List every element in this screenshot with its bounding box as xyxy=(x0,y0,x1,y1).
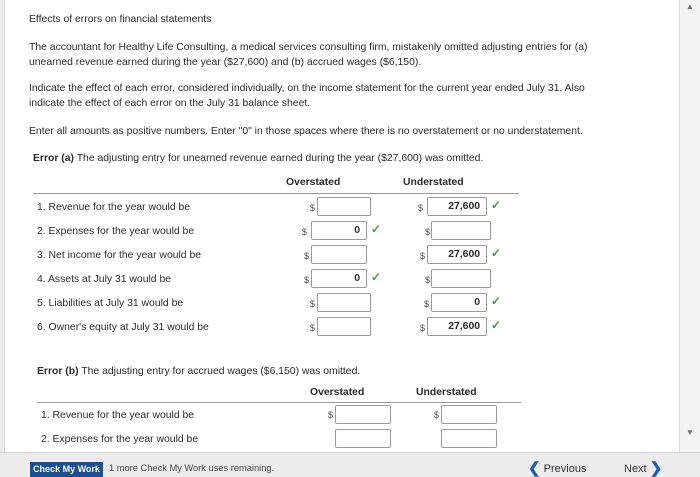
row-label: 2. Expenses for the year would be xyxy=(37,226,195,237)
error-b-text: The adjusting entry for accrued wages ($6,150) was omitted. xyxy=(81,366,361,377)
overstated-input[interactable]: 0 xyxy=(311,221,367,240)
error-b-label: Error (b) xyxy=(37,366,79,377)
content-frame xyxy=(4,0,680,452)
chevron-right-icon: ❯ xyxy=(649,460,663,477)
error-a-text: The adjusting entry for unearned revenue earned during the year ($27,600) was omitted. xyxy=(76,153,484,164)
error-b-col-understated: Understated xyxy=(416,387,477,398)
row-label: 6. Owner's equity at July 31 would be xyxy=(37,322,209,333)
dollar-sign: $ xyxy=(418,203,424,213)
understated-input[interactable]: 0 xyxy=(431,293,487,312)
dollar-sign: $ xyxy=(302,227,308,237)
overstated-input[interactable]: 0 xyxy=(311,269,367,288)
scroll-up-icon[interactable]: ▲ xyxy=(686,2,694,11)
dollar-sign: $ xyxy=(310,299,316,309)
dollar-sign: $ xyxy=(310,323,316,333)
error-a-col-overstated: Overstated xyxy=(286,177,341,188)
dollar-sign: $ xyxy=(434,410,440,420)
dollar-sign: $ xyxy=(425,227,431,237)
intro-text-line-1: The accountant for Healthy Life Consulting, a medical services consulting firm, mistakenly omitted adjusting entries for (a) xyxy=(29,42,588,53)
previous-button[interactable] xyxy=(528,459,586,477)
understated-input[interactable]: 27,600 xyxy=(427,245,487,264)
chevron-left-icon: ❮ xyxy=(528,460,541,477)
overstated-input[interactable] xyxy=(335,405,391,424)
scroll-down-icon[interactable]: ▼ xyxy=(686,428,694,437)
dollar-sign: $ xyxy=(420,251,426,261)
understated-input[interactable] xyxy=(431,221,491,240)
row-label: 1. Revenue for the year would be xyxy=(41,410,195,421)
footer-bar xyxy=(0,452,700,477)
dollar-sign: $ xyxy=(420,323,426,333)
instruction-line-1: Indicate the effect of each error, considered individually, on the income statement for the current year ended July 31. Also xyxy=(29,83,585,94)
vertical-scrollbar[interactable] xyxy=(680,0,700,452)
correct-check-icon: ✓ xyxy=(371,270,382,284)
error-a-header-rule xyxy=(33,193,519,194)
enter-amounts-note: Enter all amounts as positive numbers. Enter "0" in those spaces where there is no overstatement or no understatement. xyxy=(29,126,583,137)
error-b-heading xyxy=(37,364,360,379)
understated-input[interactable] xyxy=(441,429,497,448)
correct-check-icon: ✓ xyxy=(491,318,502,332)
overstated-input[interactable] xyxy=(317,197,371,216)
error-a-col-understated: Understated xyxy=(403,177,464,188)
dollar-sign: $ xyxy=(304,251,310,261)
understated-input[interactable]: 27,600 xyxy=(427,197,487,216)
check-my-work-note: 1 more Check My Work uses remaining. xyxy=(109,463,275,473)
correct-check-icon: ✓ xyxy=(371,222,382,236)
dollar-sign: $ xyxy=(310,203,316,213)
previous-label: Previous xyxy=(543,463,587,475)
error-b-header-rule xyxy=(37,402,521,403)
correct-check-icon: ✓ xyxy=(491,246,502,260)
error-a-label: Error (a) xyxy=(33,153,74,164)
overstated-input[interactable] xyxy=(317,317,371,336)
row-label: 5. Liabilities at July 31 would be xyxy=(37,298,184,309)
check-my-work-button[interactable]: Check My Work xyxy=(30,462,103,477)
overstated-input[interactable] xyxy=(311,245,367,264)
error-b-col-overstated: Overstated xyxy=(310,387,365,398)
understated-input[interactable] xyxy=(431,269,491,288)
next-button[interactable] xyxy=(624,459,662,477)
correct-check-icon: ✓ xyxy=(491,198,502,212)
error-a-heading xyxy=(33,151,483,166)
row-label: 2. Expenses for the year would be xyxy=(41,434,199,445)
dollar-sign: $ xyxy=(304,275,310,285)
overstated-input[interactable] xyxy=(335,429,391,448)
understated-input[interactable] xyxy=(441,405,497,424)
overstated-input[interactable] xyxy=(317,293,371,312)
page-title: Effects of errors on financial statements xyxy=(29,14,212,25)
row-label: 3. Net income for the year would be xyxy=(37,250,202,261)
next-label: Next xyxy=(624,463,647,475)
intro-text-line-2: unearned revenue earned during the year ($27,600) and (b) accrued wages ($6,150). xyxy=(29,57,422,68)
understated-input[interactable]: 27,600 xyxy=(427,317,487,336)
dollar-sign: $ xyxy=(424,299,430,309)
dollar-sign: $ xyxy=(328,410,334,420)
row-label: 1. Revenue for the year would be xyxy=(37,202,191,213)
dollar-sign: $ xyxy=(425,275,431,285)
instruction-line-2: indicate the effect of each error on the July 31 balance sheet. xyxy=(29,98,311,109)
correct-check-icon: ✓ xyxy=(491,294,502,308)
row-label: 4. Assets at July 31 would be xyxy=(37,274,172,285)
